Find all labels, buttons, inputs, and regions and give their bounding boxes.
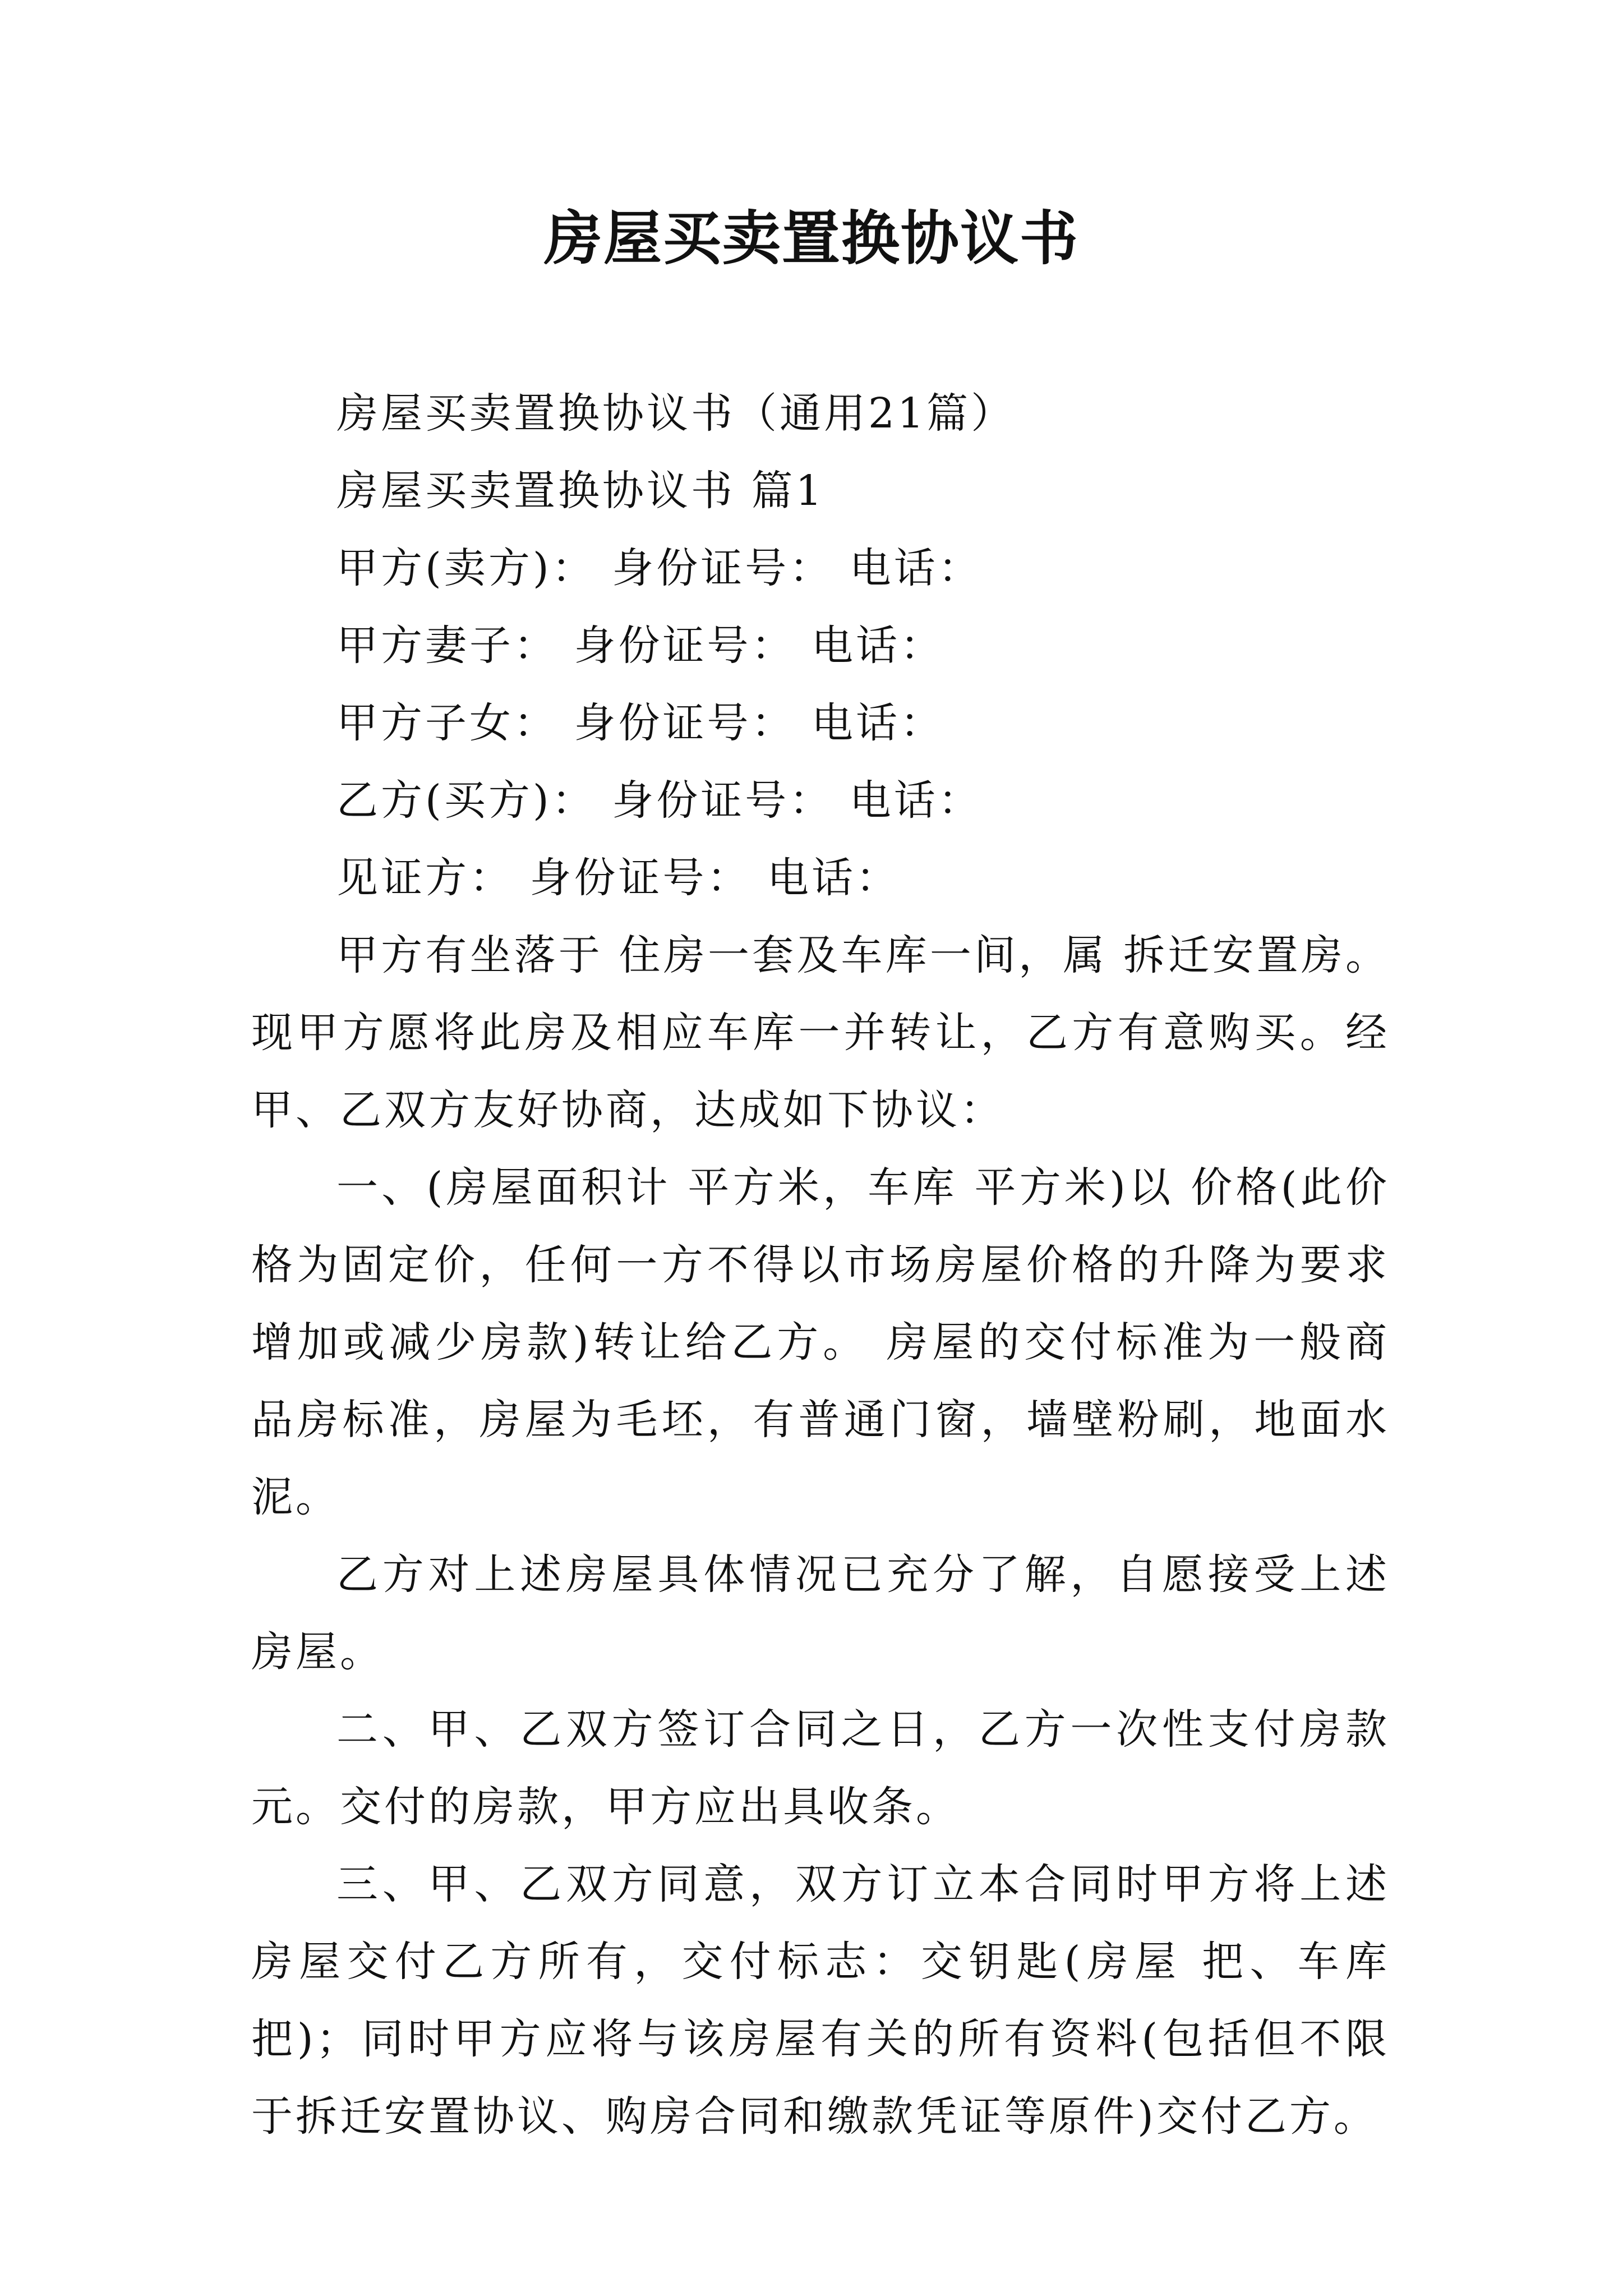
party-line-witness: 见证方： 身份证号： 电话： [336,854,901,902]
party-line-seller: 甲方(卖方)： 身份证号： 电话： [336,544,983,592]
party-line-buyer: 乙方(买方)： 身份证号： 电话： [336,776,983,825]
document-subtitle: 房屋买卖置换协议书（通用21篇） [336,389,1016,438]
party-line-seller-spouse: 甲方妻子： 身份证号： 电话： [336,622,945,670]
party-line-seller-children: 甲方子女： 身份证号： 电话： [336,699,945,747]
document-title: 房屋买卖置换协议书 [543,204,1079,273]
paragraph-clause-3: 三、甲、乙双方同意，双方订立本合同时甲方将上述房屋交付乙方所有，交付标志：交钥匙(房屋 把、车库 把)；同时甲方应将与该房屋有关的所有资料(包括但不限于拆迁安置协议、购房合同和缴款凭证等原件)交付乙方。 [251,1860,1390,2141]
document-body [251,375,1390,2155]
paragraph-clause-1: 一、(房屋面积计 平方米，车库 平方米)以 价格(此价格为固定价，任何一方不得以市场房屋价格的升降为要求增加或减少房款)转让给乙方。 房屋的交付标准为一般商品房标准，房屋为毛坯，有普通门窗，墙壁粉刷，地面水泥。 [251,1163,1390,1521]
paragraph-clause-2: 二、甲、乙双方签订合同之日，乙方一次性支付房款 元。交付的房款，甲方应出具收条。 [251,1705,1390,1831]
paragraph-intro: 甲方有坐落于 住房一套及车库一间，属 拆迁安置房。现甲方愿将此房及相应车库一并转让，乙方有意购买。经甲、乙双方友好协商，达成如下协议： [251,931,1390,1134]
section-heading: 房屋买卖置换协议书 篇1 [336,467,825,515]
paragraph-acceptance: 乙方对上述房屋具体情况已充分了解，自愿接受上述房屋。 [251,1550,1390,1676]
